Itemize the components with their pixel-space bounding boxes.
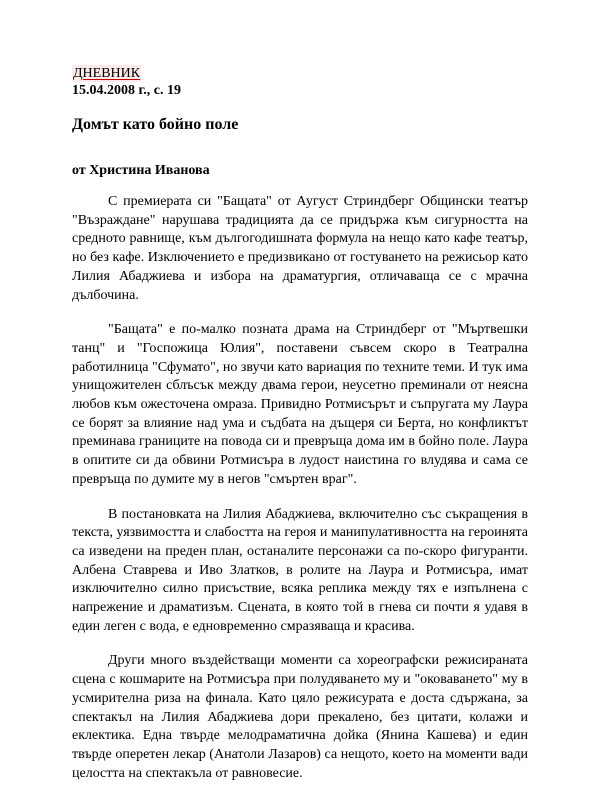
- article-title: Домът като бойно поле: [72, 116, 239, 133]
- paragraph-3: В постановката на Лилия Абаджиева, включително със съкращения в текста, уязвимостта и слабостта на героя и манипулативността на героинята са изведени на преден план, останалите персонажи са по-скоро фигуранти. Албена Ставрева и Иво Златков, в ролите на Лаура и Ротмисъра, имат изключително силно присъствие, всяка реплика между тях е изпълнена с напрежение и драматизъм. Сцената, в която той в гнева си почти я удавя в един леген с вода, е едновременно смразяваща и красива.: [72, 506, 528, 634]
- paragraph-4: Други много въздействащи моменти са хореографски режисираната сцена с кошмарите на Ротмисъра при полудяването му и "оковаването" му в усмирителна риза на финала. Като цяло режисурата е доста сдържана, за спектакъл на Лилия Абаджиева дори прекалено, без цитати, колажи и еклектика. Една твърде мелодраматична дойка (Янина Кашева) и един твърде оперетен лекар (Анатоли Лазаров) са нещото, което на моменти вади целостта на спектакъла от равновесие.: [72, 653, 528, 781]
- source-publication: ДНЕВНИК: [73, 66, 141, 81]
- paragraph-1: С премиерата си "Бащата" от Аугуст Стриндберг Общински театър "Възраждане" нарушава традицията да се придържа към сигурността на средното равнище, към дългогодишната формула на нещо като кафе театър, но без кафе. Изключението е предизвикано от гостуването на режисьор като Лилия Абаджиева и избора на драматургия, отличаваща се с мрачна дълбочина.: [72, 194, 528, 303]
- paragraph-2: "Бащата" е по-малко позната драма на Стриндберг от "Мъртвешки танц" и "Госпожица Юлия", поставени съвсем скоро в Театрална работилница "Сфумато", но звучи като вариация по техните теми. И тук има унищожителен сблъсък между двама герои, неусетно преминали от неясна любов към ожесточена омраза. Привидно Ротмисърът и съпругата му Лаура се борят за влияние над ума и съдбата на дъщеря си Берта, но конфликтът преминава границите на повода си и превръща дома им в бойно поле. Лаура в опитите си да обвини Ротмисъра в лудост наистина го влудява и сама се превръща по думите му в негов "смъртен враг".: [72, 322, 528, 487]
- article-author: от Христина Иванова: [72, 163, 210, 178]
- article-body: [72, 193, 528, 799]
- dateline: 15.04.2008 г., с. 19: [72, 83, 181, 98]
